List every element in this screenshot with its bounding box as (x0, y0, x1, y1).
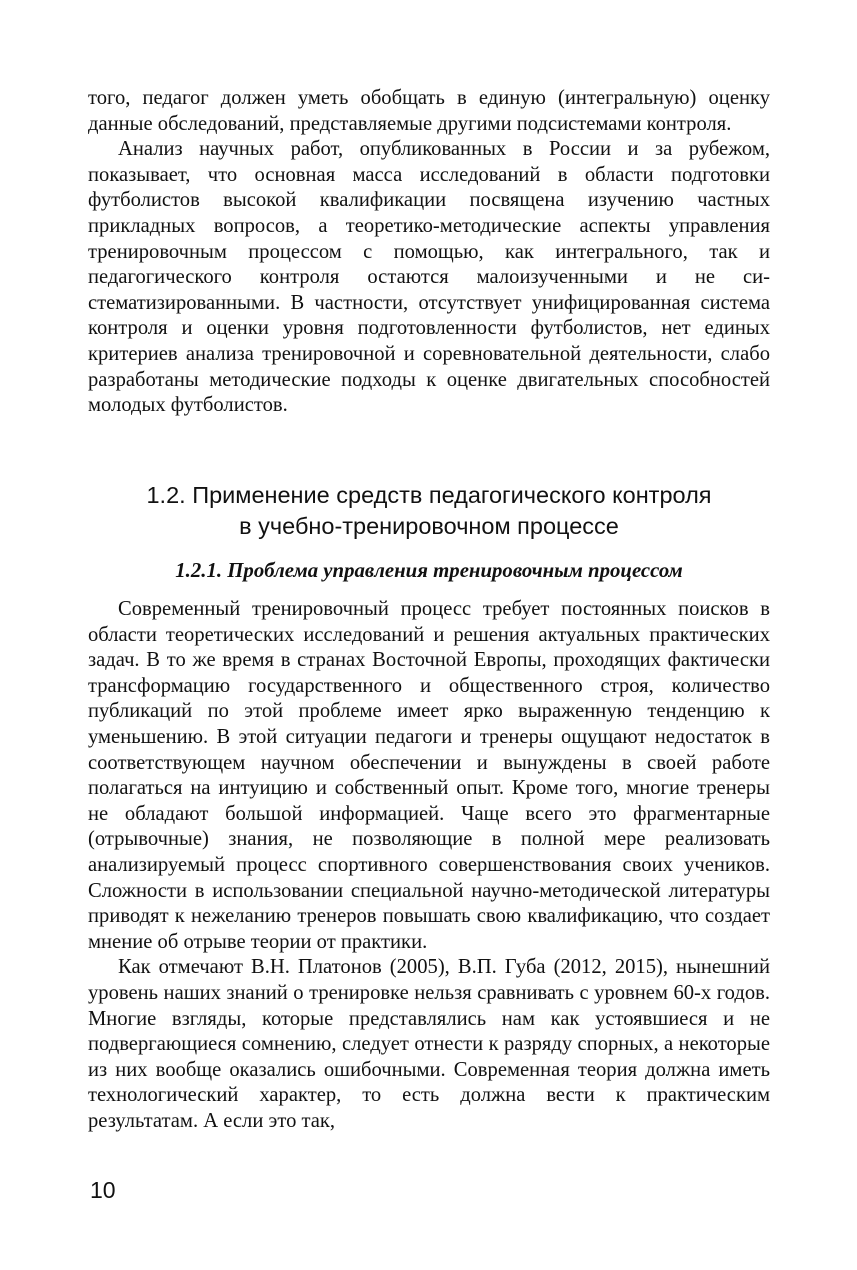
section-heading-line1: 1.2. Применение средств педагогического контроля (146, 482, 712, 508)
section-heading (88, 480, 770, 542)
paragraph-modern-process: Современный тренировочный процесс требует постоянных поисков в области теоретических исследований и решения актуальных практических задач. В то же время в странах Восточной Европы, проходящих фактически трансформацию государственного и общественного строя, количество публикаций по этой проблеме имеет ярко выраженную тенденцию к уменьшению. В этой ситуации педагоги и тренеры ощущают недостаток в соответствующем научном обеспечении и вынуждены в своей работе полагаться на интуицию и собственный опыт. Кроме того, многие тренеры не обладают большой информацией. Чаще всего это фрагментарные (отрывочные) знания, не позволяющие в полной мере реализовать анализируемый процесс спортивного совершенствования своих учеников. Сложности в использовании специальной научно-методической литературы приводят к нежеланию тренеров повышать свою квалификацию, что создает мнение об отрыве теории от практики. (88, 598, 770, 953)
paragraph-continuation: того, педагог должен уметь обобщать в единую (интегральную) оценку данные обследований, представляемые другими подсистемами контроля. (88, 87, 770, 135)
paragraph-platonov: Как отмечают В.Н. Платонов (2005), В.П. Губа (2012, 2015), нынешний уровень наших знаний о тренировке нельзя сравнивать с уровнем 60-х годов. Многие взгляды, которые представлялись нам как устоявшиеся и не подвергающиеся сомнению, следует отнести к разряду спорных, а некоторые из них вообще оказались ошибочными. Современная теория должна иметь технологический характер, то есть должна вести к практическим результатам. А если это так, (88, 956, 770, 1132)
intro-text-block (88, 86, 770, 419)
paragraph-analysis: Анализ научных работ, опубликованных в России и за рубежом, показывает, что основная масса исследований в области подготовки футболистов высокой квалификации посвящена изучению частных прикладных вопросов, а теоретико-методические аспекты управления тренировочным процессом с помощью, как интегрального, так и педагогического контроля остаются малоизученными и не систематизированными. В частности, отсутствует унифицированная система контроля и оценки уровня подготовленности футболистов, нет единых критериев анализа тренировочной и соревновательной деятельности, слабо разработаны методические подходы к оценке двигательных способностей молодых футболистов. (88, 138, 770, 417)
subsection-heading: 1.2.1. Проблема управления тренировочным процессом (175, 559, 683, 582)
body-text-block (88, 597, 770, 1134)
page-number: 10 (90, 1177, 116, 1203)
section-heading-line2: в учебно-тренировочном процессе (239, 513, 619, 539)
